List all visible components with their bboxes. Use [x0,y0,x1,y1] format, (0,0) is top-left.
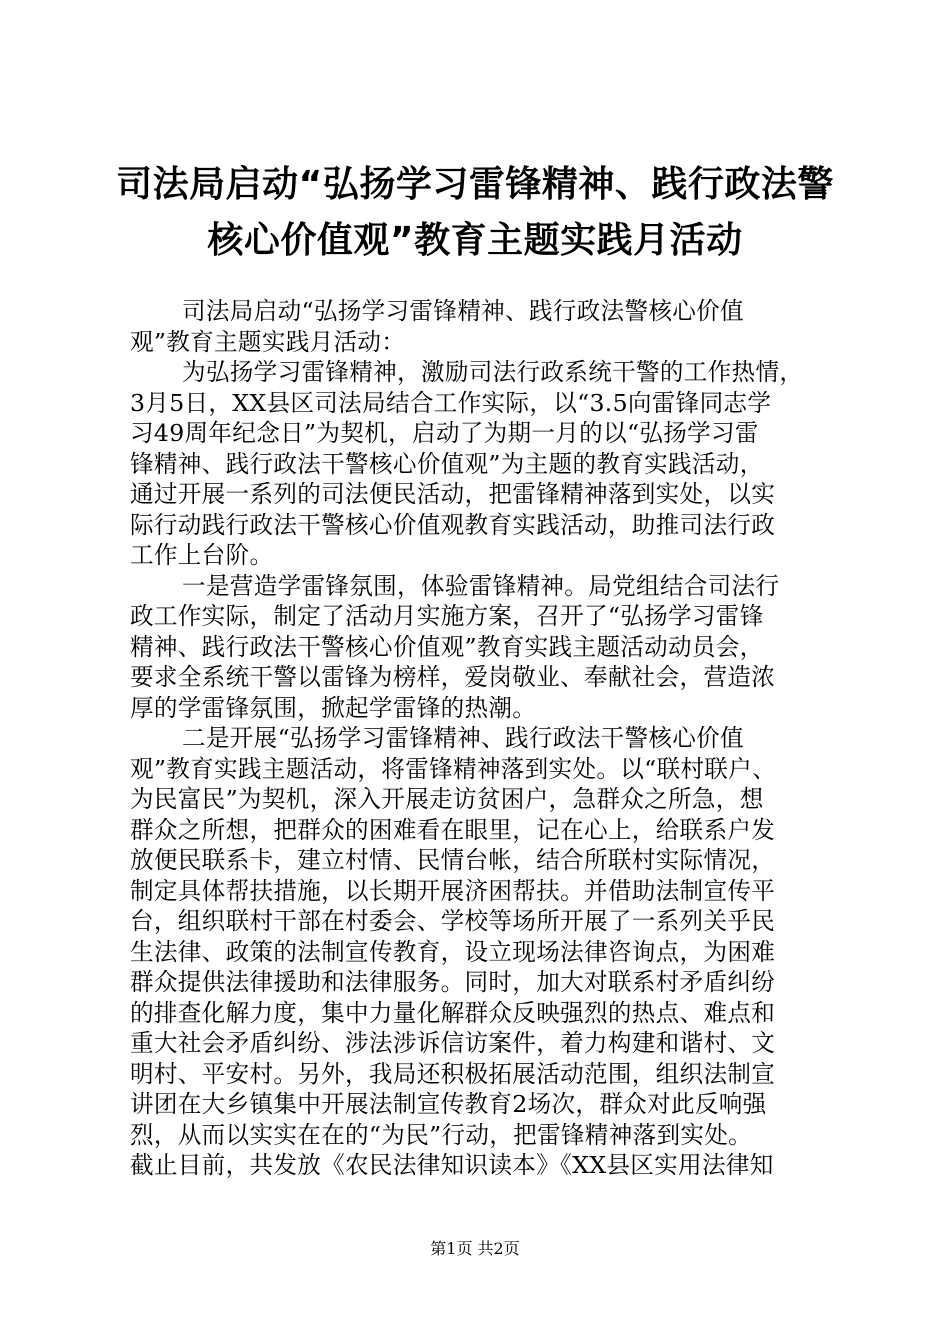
paragraph-line: 要求全系统干警以雷锋为榜样，爱岗敬业、奉献社会，营造浓 [130,663,776,691]
paragraph-line: 群众之所想，把群众的困难看在眼里，记在心上，给联系户发 [130,815,776,844]
paragraph-line: 二是开展“弘扬学习雷锋精神、践行政法干警核心价值 [182,724,744,752]
paragraph-line: 生法律、政策的法制宣传教育，设立现场法律咨询点，为困难 [130,937,776,966]
paragraph-line: 锋精神、践行政法干警核心价值观”为主题的教育实践活动， [130,449,764,478]
paragraph-line: 制定具体帮扶措施，以长期开展济困帮扶。并借助法制宣传平 [130,876,776,905]
paragraph-line: 精神、践行政法干警核心价值观”教育实践主题活动动员会， [130,632,764,661]
paragraph-line: 重大社会矛盾纠纷、涉法涉诉信访案件，着力构建和谐村、文 [130,1029,776,1057]
paragraph-line: 截止目前，共发放《农民法律知识读本》《XX县区实用法律知 [130,1151,774,1179]
paragraph-line: 政工作实际，制定了活动月实施方案，召开了“弘扬学习雷锋 [130,602,764,630]
page-number-footer: 第1页 共2页 [430,1239,520,1258]
paragraph-line: 明村、平安村。另外，我局还积极拓展活动范围，组织法制宣 [130,1059,776,1088]
paragraph-line: 的排查化解力度，集中力量化解群众反映强烈的热点、难点和 [130,998,776,1027]
document-body [130,296,830,1181]
paragraph-line: 观”教育主题实践月活动： [130,327,406,356]
paragraph-line: 观”教育实践主题活动，将雷锋精神落到实处。以“联村联户、 [130,754,776,783]
paragraph-line: 司法局启动“弘扬学习雷锋精神、践行政法警核心价值 [182,297,744,325]
paragraph-line: 厚的学雷锋氛围，掀起学雷锋的热潮。 [130,693,537,722]
title-line: 司法局启动“弘扬学习雷锋精神、践行政法警 [116,164,834,205]
paragraph-line: 群众提供法律援助和法律服务。同时，加大对联系村矛盾纠纷 [130,968,776,996]
paragraph-line: 工作上台阶。 [130,541,274,569]
paragraph-line: 台，组织联村干部在村委会、学校等场所开展了一系列关乎民 [130,907,776,935]
paragraph-line: 讲团在大乡镇集中开展法制宣传教育2场次，群众对此反响强 [130,1090,767,1118]
paragraph-line: 为弘扬学习雷锋精神，激励司法行政系统干警的工作热情， [182,358,804,386]
paragraph-line: 习49周年纪念日”为契机，启动了为期一月的以“弘扬学习雷 [130,419,759,447]
paragraph-line: 3月5日，XX县区司法局结合工作实际，以“3.5向雷锋同志学 [130,388,772,417]
paragraph-line: 放便民联系卡，建立村情、民情台帐，结合所联村实际情况， [130,846,776,874]
document-title [100,157,850,269]
paragraph-line: 通过开展一系列的司法便民活动，把雷锋精神落到实处，以实 [130,480,776,508]
title-line: 核心价值观”教育主题实践月活动 [207,220,743,261]
paragraph-line: 烈，从而以实实在在的“为民”行动，把雷锋精神落到实处。 [130,1120,753,1149]
paragraph-line: 为民富民”为契机，深入开展走访贫困户，急群众之所急，想 [130,785,764,813]
paragraph-line: 一是营造学雷锋氛围，体验雷锋精神。局党组结合司法行 [182,571,780,600]
paragraph-line: 际行动践行政法干警核心价值观教育实践活动，助推司法行政 [130,510,776,539]
